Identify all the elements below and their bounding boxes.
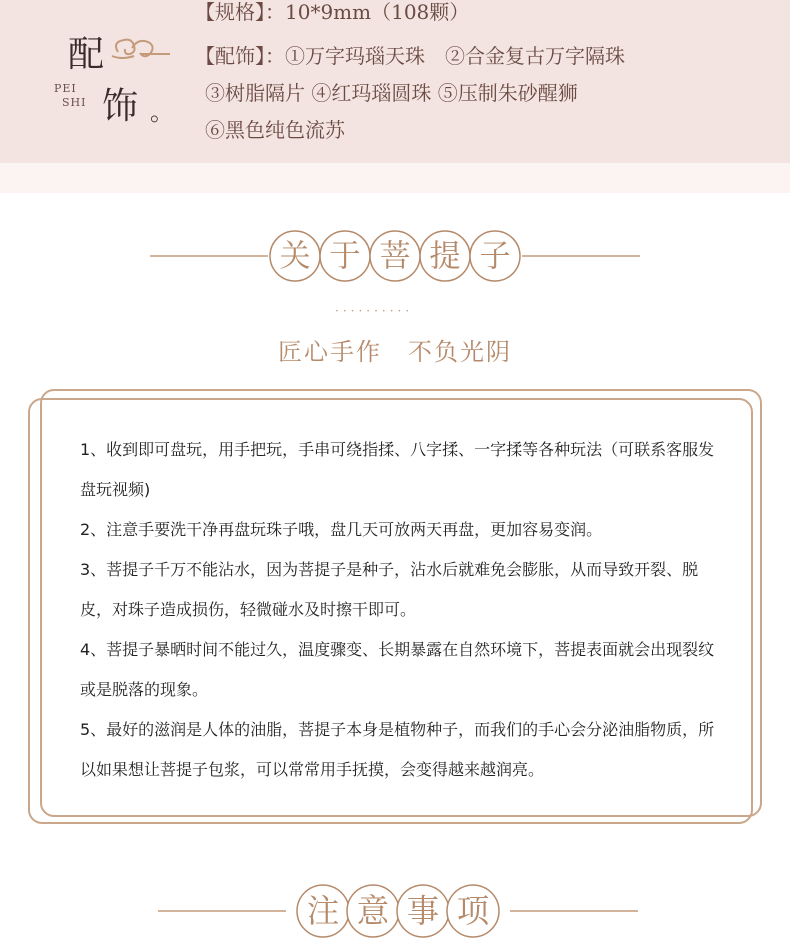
header-sub-band: [0, 163, 790, 193]
care-title-char-1: 注: [306, 891, 340, 930]
care-title-char-3: 事: [406, 891, 440, 930]
heading-shi-char: 饰: [102, 86, 139, 127]
spec-line: [195, 0, 469, 25]
decorative-dots: ··········: [335, 304, 414, 318]
note-item-5: 5、最好的滋润是人体的油脂，菩提子本身是植物种子，而我们的手心会分泌油脂物质，所以如果想让菩提子包浆，可以常常用手抚摸，会变得越来越润亮。: [80, 720, 715, 779]
spec-value: 10*9mm（108颗）: [285, 0, 470, 24]
heading-pei-char: 配: [68, 34, 105, 75]
note-item-4: 4、菩提子暴晒时间不能过久，温度骤变、长期暴露在自然环境下，菩提表面就会出现裂纹或是脱落的现象。: [80, 640, 715, 699]
about-title-char-5: 子: [479, 238, 511, 275]
about-title-char-2: 于: [329, 238, 361, 275]
slogan: 匠心手作 不负光阴: [278, 338, 512, 366]
heading-period: 。: [150, 98, 174, 126]
note-item-3: 3、菩提子千万不能沾水，因为菩提子是种子，沾水后就难免会膨胀，从而导致开裂、脱皮，对珠子造成损伤，轻微碰水及时擦干即可。: [80, 560, 699, 619]
accessory-items-3: ⑥黑色纯色流苏: [205, 118, 345, 142]
accessory-items-2: ③树脂隔片 ④红玛瑙圆珠 ⑤压制朱砂醒狮: [205, 81, 578, 105]
accessory-colon: ：: [265, 44, 285, 68]
care-notes-title: [158, 882, 638, 940]
about-bodhi-title: [150, 228, 640, 284]
accessory-label: 【配饰】: [195, 44, 265, 68]
accessory-items-1: ①万字玛瑙天珠 ②合金复古万字隔珠: [285, 44, 625, 68]
pinyin-pei: PEI: [54, 82, 77, 95]
pinyin-shi: SHI: [62, 96, 87, 109]
spec-colon: ：: [265, 0, 285, 24]
notes-list: [80, 430, 720, 790]
care-title-char-2: 意: [356, 891, 390, 930]
about-title-char-1: 关: [279, 238, 311, 275]
note-item-1: 1、收到即可盘玩，用手把玩，手串可绕指揉、八字揉、一字揉等各种玩法（可联系客服发盘玩视频): [80, 440, 715, 499]
about-title-char-3: 菩: [379, 238, 411, 275]
auspicious-cloud-icon: [110, 34, 174, 64]
accessory-line-1: [195, 40, 625, 69]
about-title-char-4: 提: [429, 238, 461, 275]
spec-label: 【规格】: [195, 0, 265, 24]
care-title-char-4: 项: [456, 891, 490, 930]
note-item-2: 2、注意手要洗干净再盘玩珠子哦，盘几天可放两天再盘，更加容易变润。: [80, 520, 603, 539]
